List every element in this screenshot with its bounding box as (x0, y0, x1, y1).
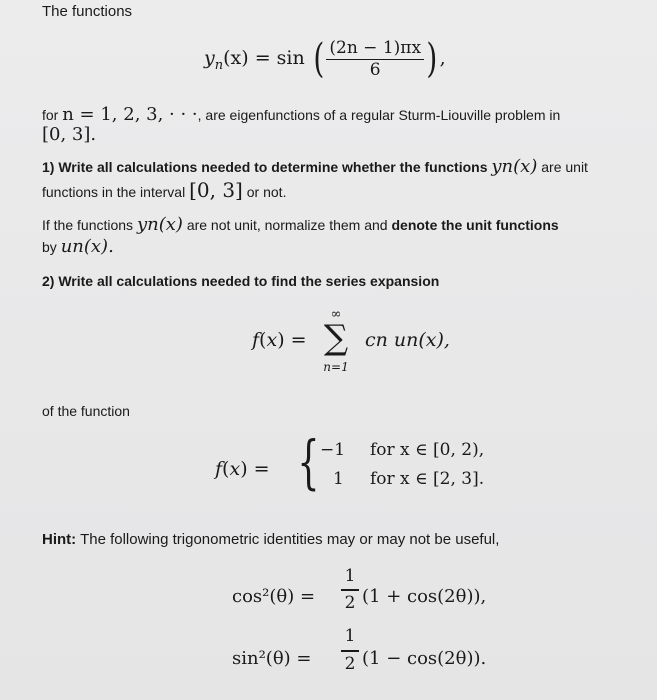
piecewise-row1-condition: for x ∈ [0, 2), (370, 440, 485, 460)
for-math: n = 1, 2, 3, · · · (62, 104, 198, 125)
identity-cos-rhs: (1 + cos(2θ)), (362, 586, 487, 607)
eq1-comma: , (439, 47, 446, 69)
q1-text: 1) Write all calculations needed to determine whether the functions (42, 159, 488, 175)
piecewise-lhs: f(x) = (215, 458, 270, 480)
normalize-bold: denote the unit functions (391, 217, 559, 233)
identity-sin-den: 2 (344, 654, 356, 674)
q1-line2-prefix: functions in the interval (42, 184, 186, 200)
identity-sin-fraction-bar (341, 650, 359, 652)
summation-symbol: ∑ (323, 318, 349, 358)
hint-text: The following trigonometric identities may or may not be useful, (80, 531, 500, 548)
q1-fn: yn(x) (491, 156, 538, 177)
identity-sin-num: 1 (344, 626, 356, 646)
piecewise-row2-value: 1 (333, 469, 344, 489)
for-line (42, 104, 560, 125)
identity-cos-den: 2 (344, 593, 356, 613)
normalize-line2-prefix: by (42, 239, 57, 255)
piecewise-row1-value: −1 (320, 440, 346, 460)
piecewise-row2-condition: for x ∈ [2, 3]. (370, 469, 485, 489)
intro-text: The functions (42, 3, 133, 20)
normalize-fn2: un(x). (60, 236, 114, 257)
sum-top: ∞ (330, 307, 342, 322)
normalize-line1 (42, 214, 559, 235)
identity-sin-lhs: sin²(θ) = (232, 648, 312, 669)
question-1-line2 (42, 178, 286, 202)
series-lhs: f(x) = (252, 329, 307, 351)
normalize-prefix: If the functions (42, 217, 134, 233)
normalize-line2 (42, 236, 114, 257)
identity-cos-fraction-bar (341, 589, 359, 591)
eq1-arg: (x) = sin (223, 47, 305, 69)
eq1-close-paren: ) (426, 36, 438, 82)
eq1-fraction (326, 38, 424, 80)
interval-0-3: [0, 3]. (42, 124, 97, 145)
piecewise-brace: { (297, 428, 320, 496)
identity-sin-rhs: (1 − cos(2θ)). (362, 648, 487, 669)
normalize-fn: yn(x) (136, 214, 183, 235)
q1-interval: [0, 3] (189, 178, 243, 202)
sum-bottom: n=1 (323, 360, 349, 374)
hint-line (42, 531, 499, 548)
for-prefix: for (42, 107, 59, 123)
q1-line2-tail: or not. (246, 184, 287, 200)
hint-label: Hint: (42, 531, 77, 548)
series-rhs: cn un(x), (365, 329, 450, 351)
of-function-text: of the function (42, 403, 130, 419)
eq1-denominator: 6 (369, 59, 381, 80)
question-1 (42, 156, 588, 177)
question-2: 2) Write all calculations needed to find the series expansion (42, 273, 440, 289)
eq1-numerator: (2n − 1)πx (326, 38, 424, 59)
eq1-open-paren: ( (313, 36, 325, 82)
for-suffix: , are eigenfunctions of a regular Sturm-Liouville problem in (197, 107, 561, 123)
eigenfunction-equation (204, 36, 446, 82)
identity-cos-num: 1 (344, 566, 356, 586)
q1-tail: are unit (541, 159, 588, 175)
eq1-y: y (204, 47, 215, 69)
identity-cos-lhs: cos²(θ) = (232, 586, 316, 607)
eq1-sub: n (214, 57, 224, 73)
normalize-middle: are not unit, normalize them and (186, 217, 388, 233)
